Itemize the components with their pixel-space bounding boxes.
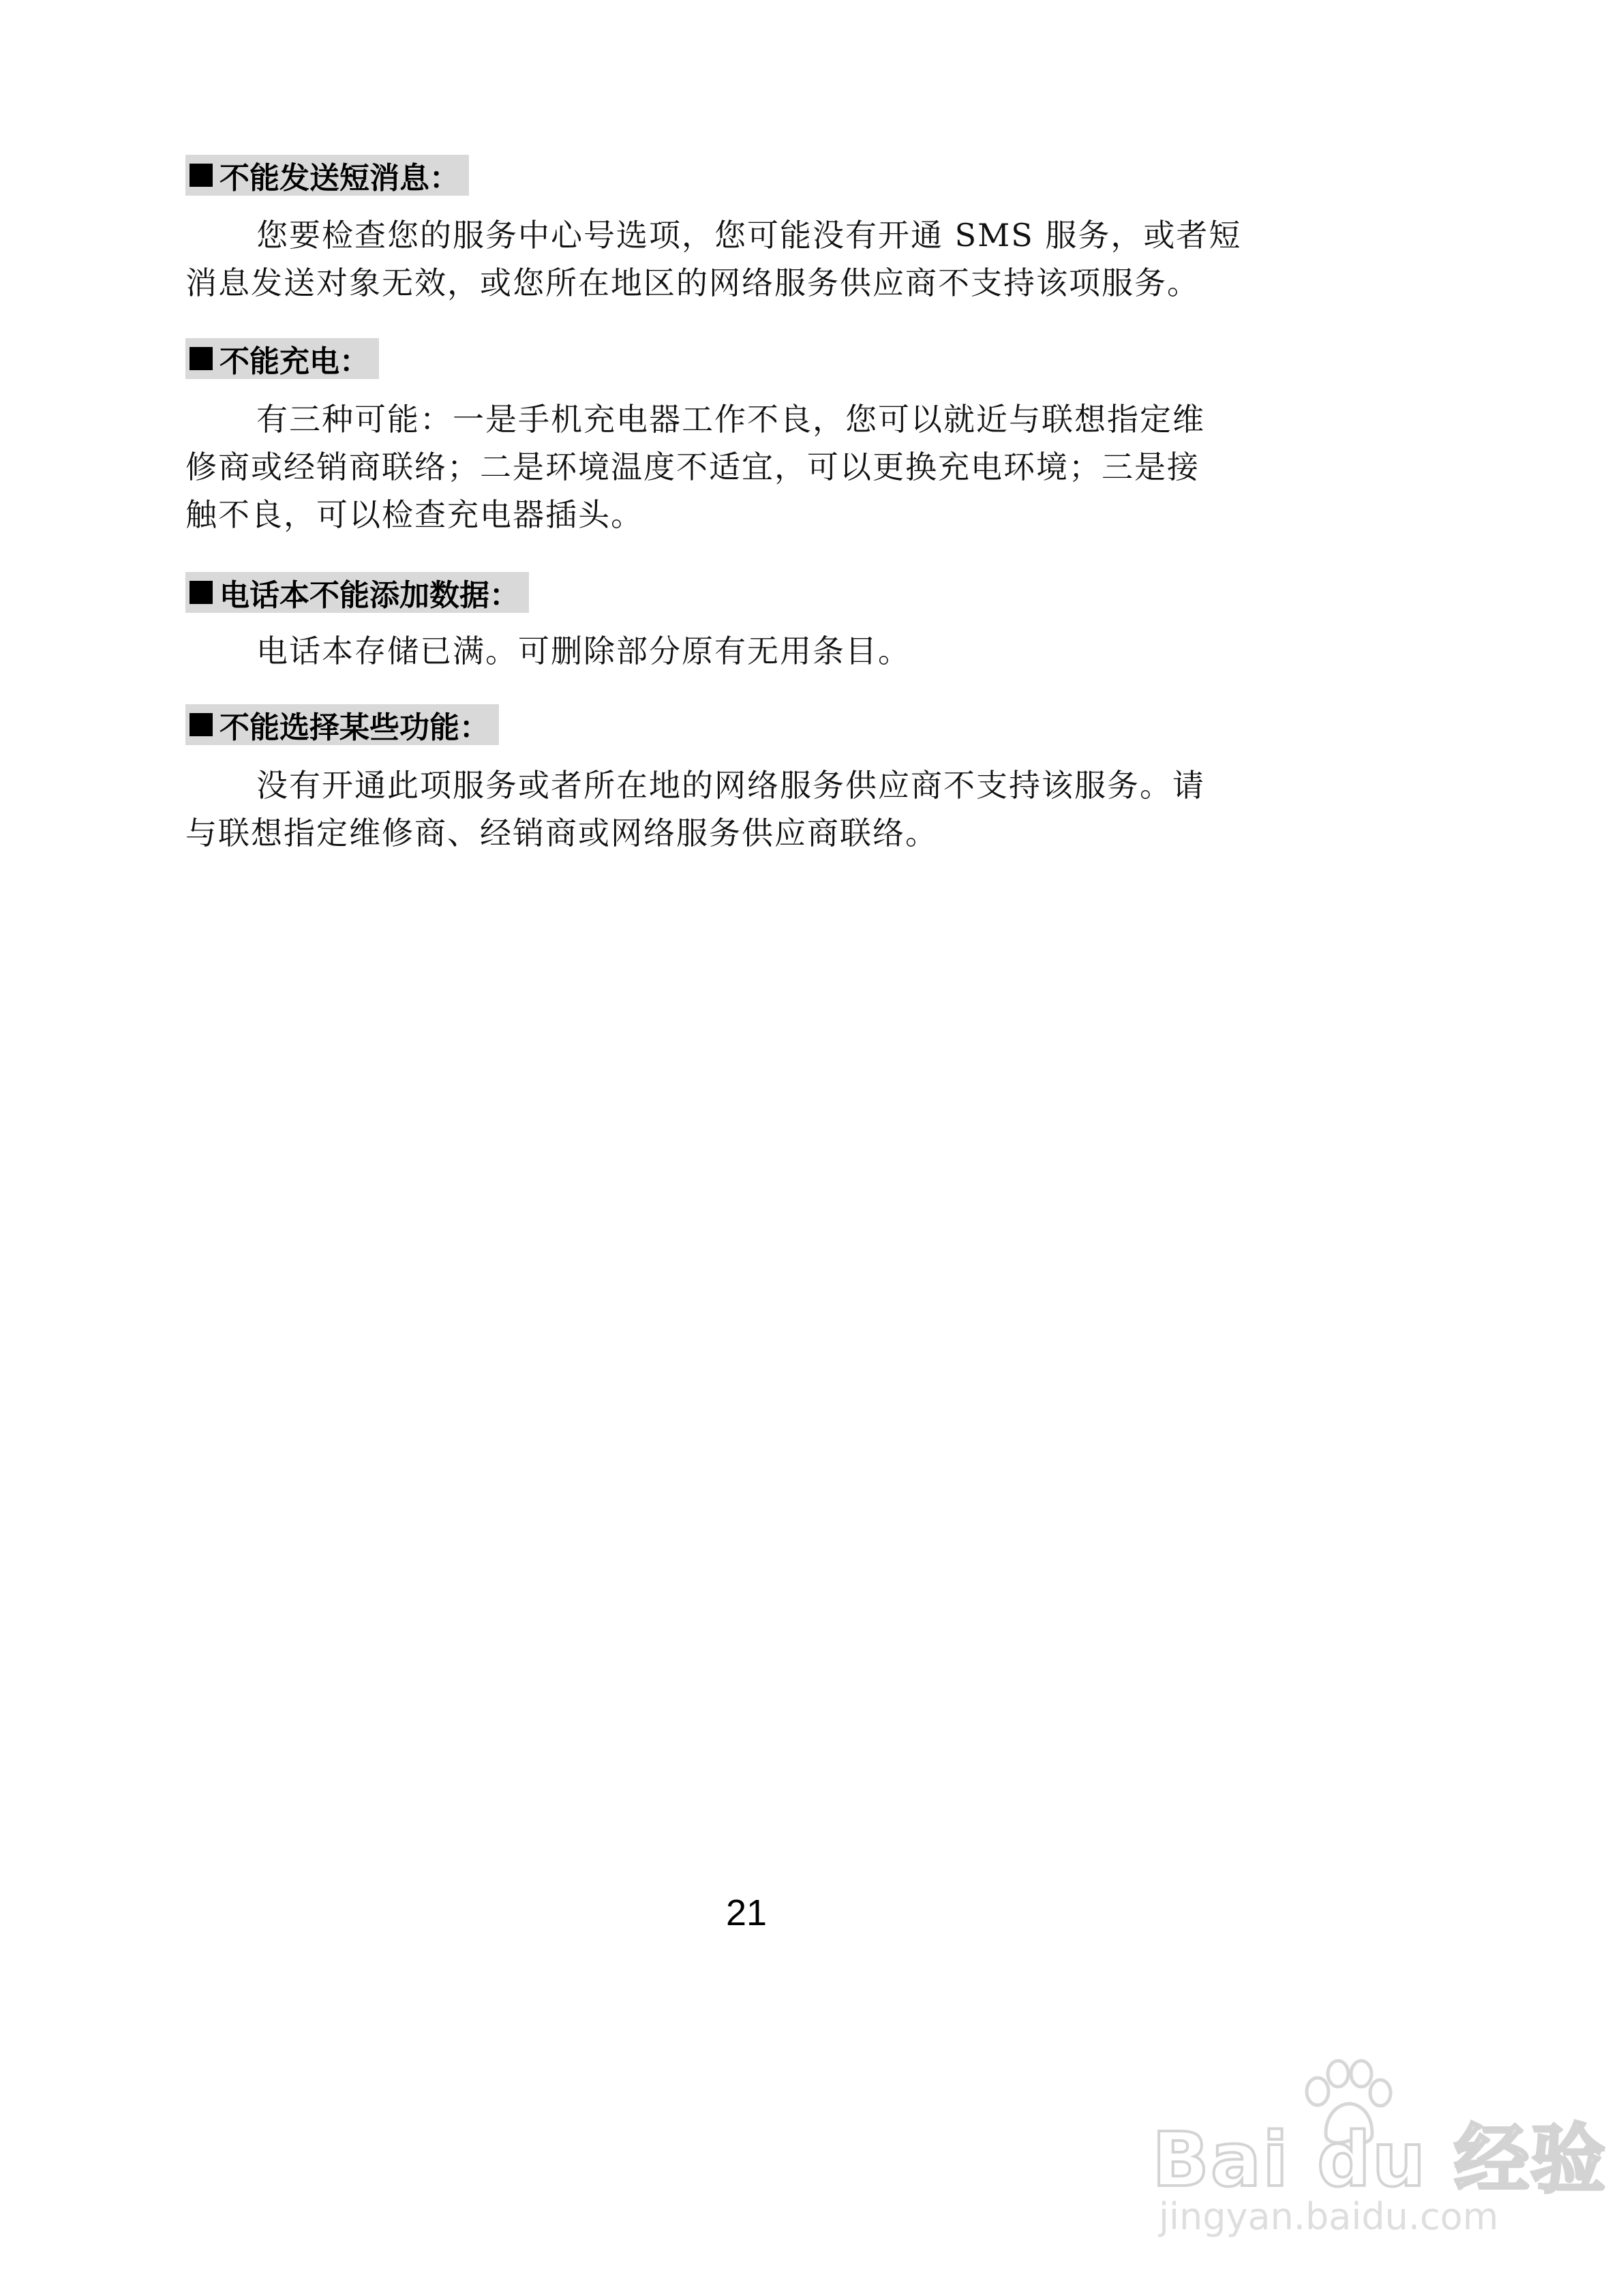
black-square-bullet-icon bbox=[189, 164, 213, 187]
paragraph-line: 与联想指定维修商、经销商或网络服务供应商联络。 bbox=[185, 815, 938, 851]
black-square-bullet-icon bbox=[189, 713, 213, 736]
paragraph-line: 有三种可能：一是手机充电器工作不良，您可以就近与联想指定维 bbox=[256, 401, 1205, 438]
section-paragraph-charging bbox=[185, 395, 1296, 539]
paragraph-line: 修商或经销商联络；二是环境温度不适宜，可以更换充电环境；三是接 bbox=[185, 449, 1200, 485]
section-heading-phonebook bbox=[185, 572, 529, 613]
section-heading-functions bbox=[185, 704, 499, 745]
paragraph-line: 没有开通此项服务或者所在地的网络服务供应商不支持该服务。请 bbox=[256, 767, 1205, 804]
baidu-jingyan-watermark bbox=[1152, 2059, 1607, 2263]
paragraph-line: 触不良，可以检查充电器插头。 bbox=[185, 496, 643, 533]
watermark-brand: Bai du 经验 bbox=[1152, 2116, 1607, 2203]
page-number: 21 bbox=[725, 1892, 768, 1933]
black-square-bullet-icon bbox=[189, 347, 213, 370]
section-paragraph-functions bbox=[185, 761, 1296, 857]
paragraph-line: 消息发送对象无效，或您所在地区的网络服务供应商不支持该项服务。 bbox=[185, 265, 1200, 301]
paragraph-line: 电话本存储已满。可删除部分原有无用条目。 bbox=[256, 633, 911, 669]
watermark-url: jingyan.baidu.com bbox=[1159, 2195, 1499, 2238]
section-paragraph-sms bbox=[185, 211, 1296, 307]
section-heading-charging bbox=[185, 338, 379, 379]
section-paragraph-phonebook bbox=[185, 627, 1296, 675]
section-heading-text: 电话本不能添加数据： bbox=[219, 578, 519, 613]
black-square-bullet-icon bbox=[189, 581, 213, 604]
paragraph-line: 您要检查您的服务中心号选项，您可能没有开通 SMS 服务，或者短 bbox=[256, 217, 1242, 254]
section-heading-sms bbox=[185, 155, 469, 196]
section-heading-text: 不能充电： bbox=[219, 344, 369, 379]
section-heading-text: 不能选择某些功能： bbox=[219, 710, 489, 745]
section-heading-text: 不能发送短消息： bbox=[219, 161, 459, 196]
